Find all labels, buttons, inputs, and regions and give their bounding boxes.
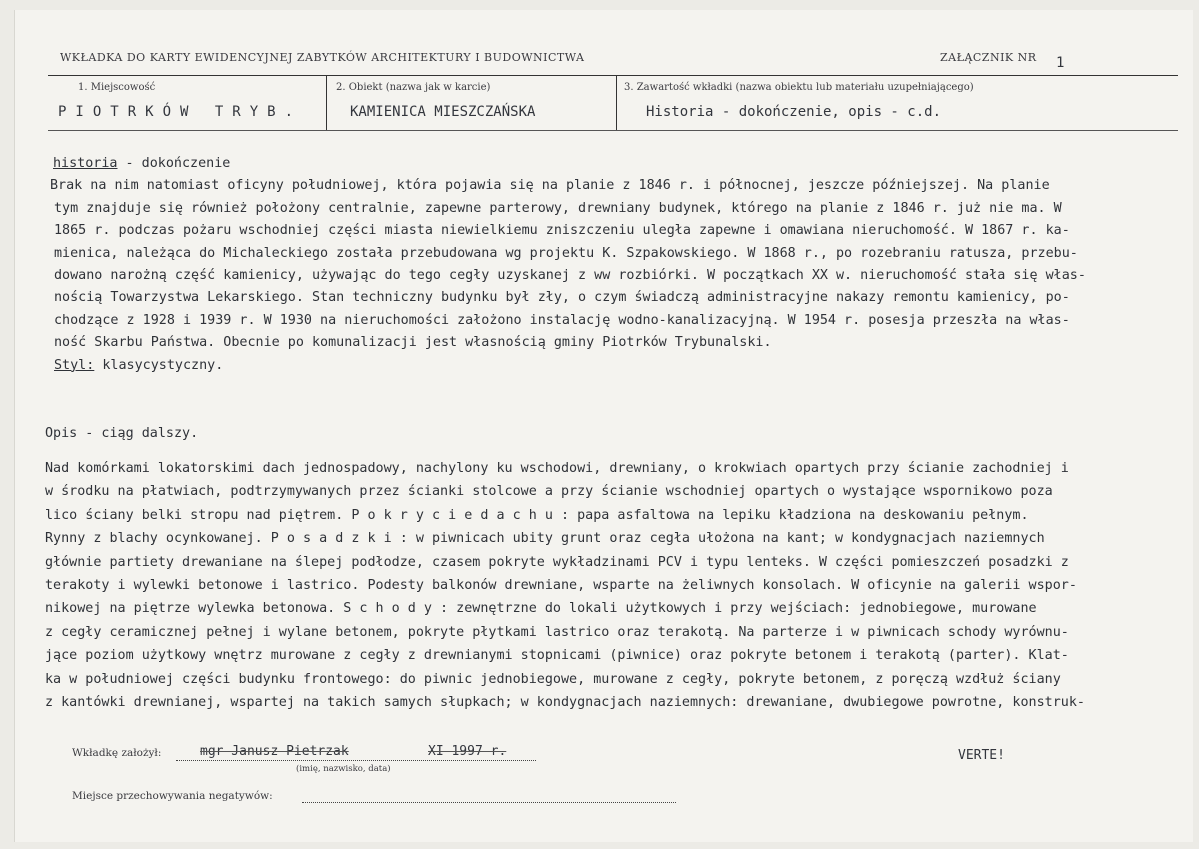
created-by-date: XI 1997 r. [428, 744, 507, 759]
text-line: ność Skarbu Państwa. Obecnie po komunalizacji jest własnością gminy Piotrków Trybunalski. [54, 335, 772, 351]
history-heading-rest: - dokończenie [117, 156, 231, 171]
style-line [45, 355, 1135, 377]
description-heading: Opis - ciąg dalszy. [45, 426, 199, 441]
text-line: z kantówki drewnianej, wspartej na takich samych słupkach; w kondygnacjach naziemnych: drewaniane, dwubiegowe powrotne, konstruk- [45, 695, 1085, 711]
style-label: Styl: [54, 357, 95, 373]
field-content-value: Historia - dokończenie, opis - c.d. [646, 104, 942, 120]
text-line: z cegły ceramicznej pełnej i wylane betonem, pokryte płytkami lastrico oraz terakotą. Na parterze i w piwnicach schody wyrównu- [45, 624, 1069, 640]
annex-number: 1 [1056, 55, 1065, 71]
text-line: tym znajduje się również położony centralnie, zapewne parterowy, drewniany budynek, którego na planie z 1846 r. już nie ma. W [54, 200, 1062, 216]
created-by-caption: (imię, nazwisko, data) [296, 764, 391, 774]
text-line: głównie partiety drewaniane na ślepej podłodze, czasem pokryte wykładzinami PCV i typu lenteks. W części pomieszczeń posadzki z [45, 554, 1069, 570]
history-section [45, 153, 1135, 377]
description-section [45, 457, 1135, 714]
fields-rule [48, 130, 1178, 131]
field-content-label: 3. Zawartość wkładki (nazwa obiektu lub materiału uzupełniającego) [624, 82, 974, 93]
created-by-name: mgr Janusz Pietrzak [200, 744, 349, 759]
text-line: chodzące z 1928 i 1939 r. W 1930 na nieruchomości założono instalację wodno-kanalizacyjną. W 1954 r. posesja przeszła na włas- [54, 312, 1070, 328]
text-line: terakoty i wylewki betonowe i lastrico. Podesty balkonów drewniane, wsparte na żeliwnych konsolach. W oficynie na galerii wspor- [45, 578, 1077, 594]
text-line: 1865 r. podczas pożaru wschodniej części miasta niewielkiemu zniszczeniu uległa zapewne i omawiana nieruchomość. W 1867 r. ka- [54, 223, 1070, 239]
verte-note: VERTE! [958, 748, 1005, 763]
created-by-label: Wkładkę założył: [72, 747, 162, 759]
column-divider [616, 76, 617, 130]
annex-label: ZAŁĄCZNIK NR [940, 51, 1037, 64]
field-locality-label: 1. Miejscowość [78, 82, 156, 93]
text-line: Rynny z blachy ocynkowanej. P o s a d z k i : w piwnicach ubity grunt oraz cegła ułożona na kant; w kondygnacjach naziemnych [45, 531, 1045, 547]
text-line: nością Towarzystwa Lekarskiego. Stan techniczny budynku był zły, o czym świadczą administracyjne nakazy remontu kamienicy, po- [54, 290, 1070, 306]
form-title: WKŁADKA DO KARTY EWIDENCYJNEJ ZABYTKÓW ARCHITEKTURY I BUDOWNICTWA [60, 51, 585, 64]
created-by-dotted-line [176, 760, 536, 761]
text-line: ka w południowej części budynku frontowego: do piwnic jednobiegowe, murowane z cegły, pokryte betonem, z poręczą wzdłuż ściany [45, 671, 1061, 687]
text-line: w środku na płatwiach, podtrzymywanych przez ścianki stolcowe a przy ścianie wschodniej opartych o wystające wspornikowo poza [45, 484, 1053, 500]
style-value: klasycystyczny. [94, 357, 224, 373]
text-line: jące poziom użytkowy wnętrz murowane z cegły z drewnianymi stopnicami (piwnice) oraz pokryte betonem i terakotą (parter). Klat- [45, 648, 1069, 664]
text-line: lico ściany belki stropu nad piętrem. P o k r y c i e d a c h u : papa asfaltowa na lepiku kładziona na deskowaniu pełnym. [45, 507, 1029, 523]
history-heading [45, 153, 1135, 175]
negatives-location-label: Miejsce przechowywania negatywów: [72, 790, 273, 802]
header-rule [48, 75, 1178, 76]
text-line: dowano narożną część kamienicy, używając do tego cegły uzyskanej z ww rozbiórki. W początkach XX w. nieruchomość stała się włas- [54, 268, 1086, 284]
field-object-label: 2. Obiekt (nazwa jak w karcie) [336, 82, 491, 93]
field-locality-value: PIOTRKÓW TRYB. [58, 104, 303, 120]
field-object-value: KAMIENICA MIESZCZAŃSKA [350, 104, 536, 120]
text-line: Nad komórkami lokatorskimi dach jednospadowy, nachylony ku wschodowi, drewniany, o krokwiach opartych przy ścianie zachodniej i [45, 461, 1069, 476]
text-line: Brak na nim natomiast oficyny południowej, która pojawia się na planie z 1846 r. i północnej, jeszcze późniejszej. Na planie [50, 178, 1050, 194]
text-line: mienica, należąca do Michaleckiego została przebudowana wg projektu K. Szpakowskiego. W 1868 r., po rozebraniu ratusza, przebu- [54, 245, 1078, 261]
history-heading-underlined: historia [53, 156, 118, 171]
negatives-location-dotted-line [302, 802, 676, 803]
text-line: nikowej na piętrze wylewka betonowa. S c h o d y : zewnętrzne do lokali użytkowych i przy wejściach: jednobiegowe, murowane [45, 601, 1037, 617]
column-divider [326, 76, 327, 130]
